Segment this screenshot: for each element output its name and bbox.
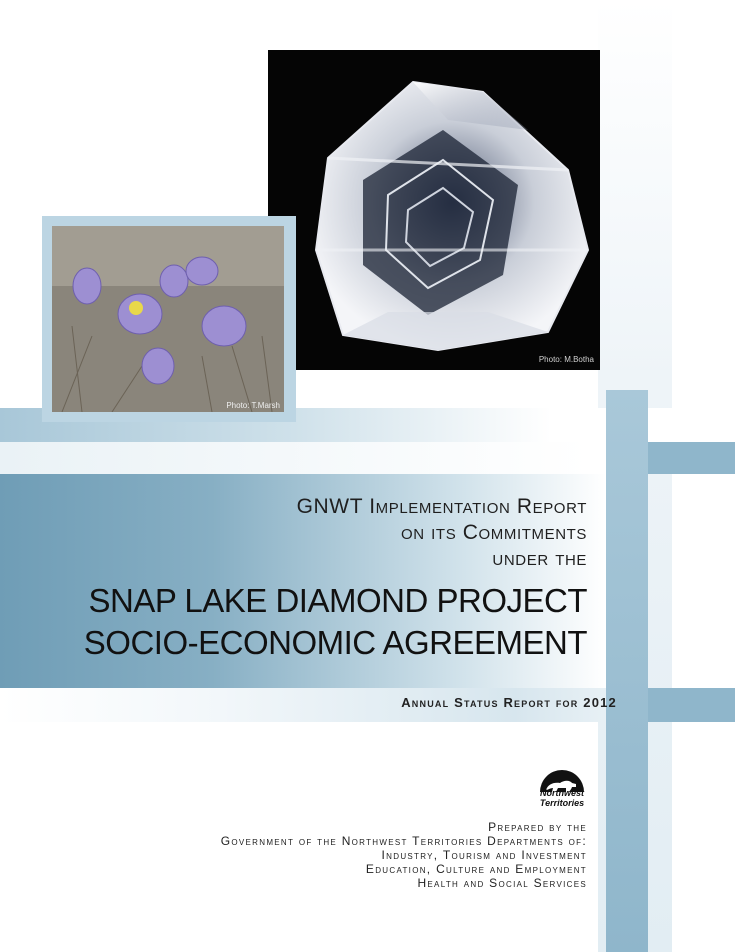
vertical-column-dark	[606, 390, 648, 952]
prepared-by-block	[221, 820, 587, 890]
horizontal-bar-bottom-right	[648, 688, 735, 722]
subtitle-line-3: under the	[492, 547, 587, 570]
nwt-logo-text	[526, 788, 598, 808]
diamond-photo	[268, 50, 600, 370]
prepared-line-2: Government of the Northwest Territories Departments of:	[220, 834, 587, 848]
report-title	[84, 580, 587, 664]
diamond-photo-credit: Photo: M.Botha	[538, 355, 594, 364]
horizontal-bar-right	[648, 442, 735, 474]
subtitle-line-1: GNWT Implementation Report	[296, 495, 587, 518]
subtitle-line-2: on its Commitments	[401, 521, 587, 544]
annual-status-label: Annual Status Report for 2012	[401, 695, 617, 710]
prepared-line-5: Health and Social Services	[417, 876, 587, 890]
title-line-2: SOCIO-ECONOMIC AGREEMENT	[83, 624, 587, 661]
flower-photo-credit: Photo: T.Marsh	[226, 401, 280, 410]
flower-photo	[52, 226, 284, 412]
logo-line-1: Northwest	[539, 788, 584, 798]
report-subtitle	[297, 494, 587, 572]
prepared-line-3: Industry, Tourism and Investment	[381, 848, 587, 862]
logo-line-2: Territories	[539, 798, 585, 808]
title-line-1: SNAP LAKE DIAMOND PROJECT	[88, 582, 587, 619]
prepared-line-1: Prepared by the	[488, 820, 587, 834]
diamond-image	[268, 50, 600, 370]
flower-image	[52, 226, 284, 412]
prepared-line-4: Education, Culture and Employment	[365, 862, 587, 876]
